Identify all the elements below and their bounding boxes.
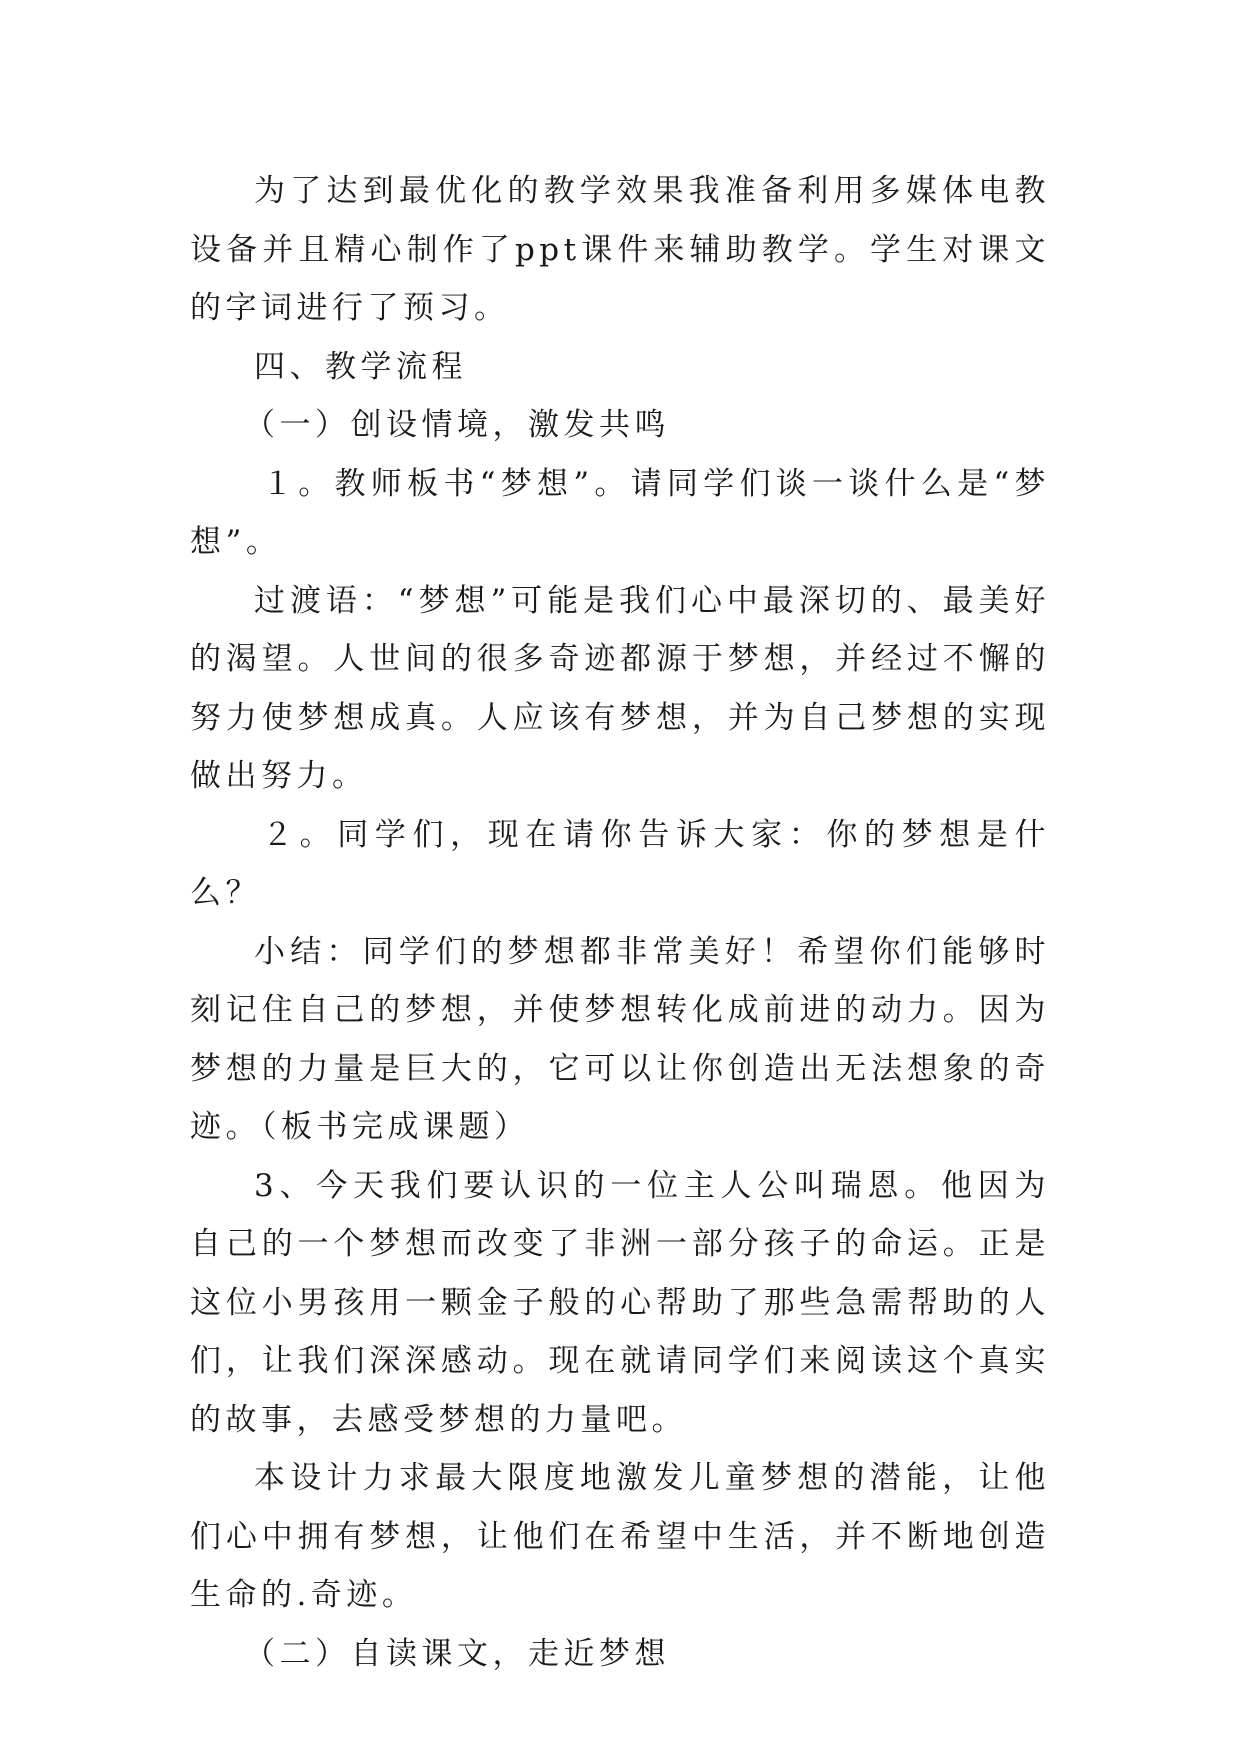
paragraph-design-note: 本设计力求最大限度地激发儿童梦想的潜能，让他们心中拥有梦想，让他们在希望中生活，并不断地创造生命的.奇迹。	[190, 1460, 1050, 1613]
paragraph-step-1: １。教师板书“梦想”。请同学们谈一谈什么是“梦想”。	[190, 465, 1050, 560]
section-heading-teaching-process: 四、教学流程	[254, 348, 467, 385]
paragraph-intro: 为了达到最优化的教学效果我准备利用多媒体电教设备并且精心制作了ppt课件来辅助教学。学生对课文的字词进行了预习。	[190, 173, 1050, 326]
subsection-heading-2: （二）自读课文，走近梦想	[244, 1635, 670, 1672]
document-body	[190, 162, 1050, 1683]
subsection-heading-1: （一）创设情境，激发共鸣	[244, 407, 670, 443]
paragraph-summary: 小结：同学们的梦想都非常美好！希望你们能够时刻记住自己的梦想，并使梦想转化成前进的动力。因为梦想的力量是巨大的，它可以让你创造出无法想象的奇迹。（板书完成课题）	[190, 933, 1050, 1145]
paragraph-step-3: 3、今天我们要认识的一位主人公叫瑞恩。他因为自己的一个梦想而改变了非洲一部分孩子的命运。正是这位小男孩用一颗金子般的心帮助了那些急需帮助的人们，让我们深深感动。现在就请同学们来阅读这个真实的故事，去感受梦想的力量吧。	[190, 1167, 1050, 1438]
paragraph-transition: 过渡语：“梦想”可能是我们心中最深切的、最美好的渴望。人世间的很多奇迹都源于梦想，并经过不懈的努力使梦想成真。人应该有梦想，并为自己梦想的实现做出努力。	[190, 582, 1050, 794]
paragraph-step-2: ２。同学们，现在请你告诉大家：你的梦想是什么？	[190, 816, 1050, 911]
